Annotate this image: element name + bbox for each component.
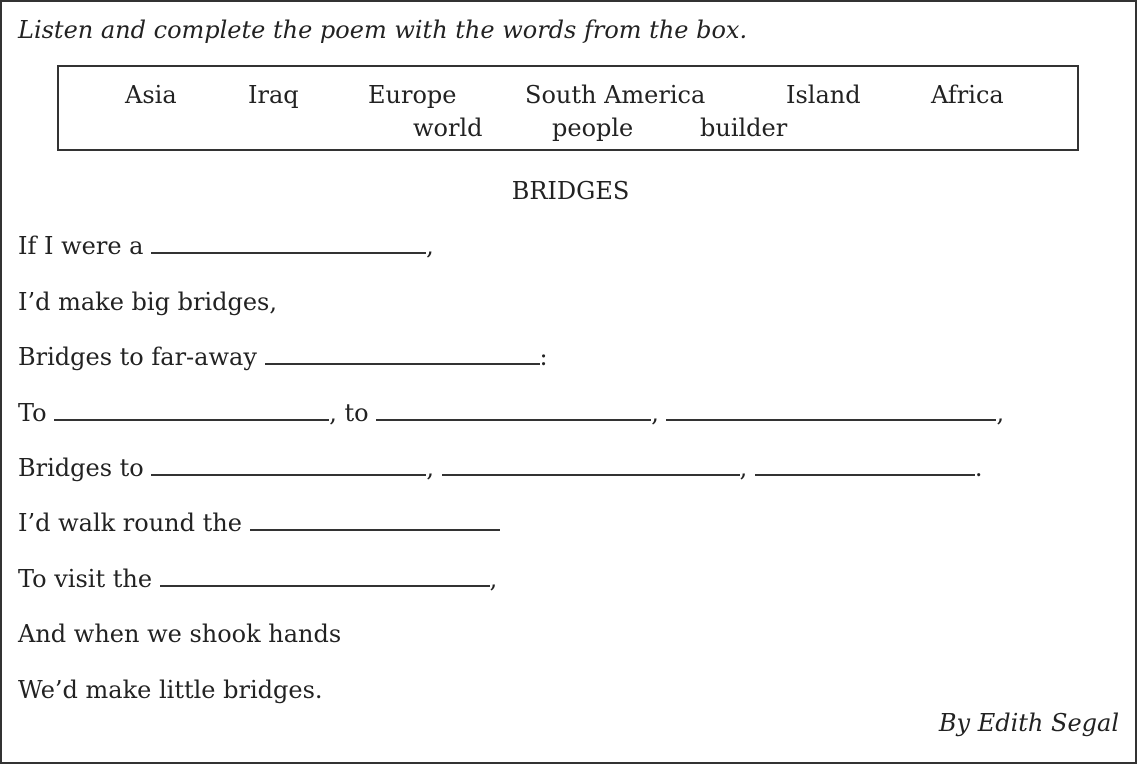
poem-line — [18, 565, 497, 593]
poem-line-text: , — [739, 454, 755, 482]
poem-line — [18, 454, 983, 482]
answer-blank[interactable] — [160, 566, 490, 587]
word-box-item: South America — [525, 81, 706, 109]
poem-line-text: . — [974, 454, 983, 482]
answer-blank[interactable] — [54, 400, 329, 421]
word-box-item: Asia — [125, 81, 177, 109]
word-box-item: Iraq — [248, 81, 299, 109]
poem-line — [18, 509, 500, 537]
poem-line-text: Bridges to — [18, 454, 152, 482]
answer-blank[interactable] — [151, 233, 426, 254]
poem-author: By Edith Segal — [938, 709, 1119, 737]
poem-line-text: And when we shook hands — [18, 620, 342, 648]
poem-line-text: , — [426, 232, 434, 260]
answer-blank[interactable] — [265, 344, 540, 365]
poem-line-text: , — [651, 399, 667, 427]
word-box-item: world — [413, 114, 483, 142]
poem-line-text: , — [426, 454, 442, 482]
poem-title: BRIDGES — [511, 177, 630, 205]
poem-line — [18, 288, 277, 316]
poem-line-text: Bridges to far-away — [18, 343, 265, 371]
poem-line-text: To visit the — [18, 565, 160, 593]
answer-blank[interactable] — [442, 455, 740, 476]
word-box — [57, 65, 1079, 151]
answer-blank[interactable] — [666, 400, 996, 421]
answer-blank[interactable] — [250, 510, 500, 531]
answer-blank[interactable] — [151, 455, 426, 476]
word-box-item: Europe — [368, 81, 457, 109]
poem-line — [18, 620, 341, 648]
poem-line-text: We’d make little bridges. — [18, 676, 323, 704]
poem-line-text: : — [539, 343, 548, 371]
word-box-item: people — [552, 114, 634, 142]
poem-line-text: I’d make big bridges, — [18, 288, 277, 316]
word-box-item: Africa — [931, 81, 1004, 109]
poem-line — [18, 399, 1004, 427]
poem-line — [18, 676, 323, 704]
word-box-item: Island — [786, 81, 861, 109]
poem-line-text: If I were a — [18, 232, 152, 260]
answer-blank[interactable] — [755, 455, 975, 476]
poem-line — [18, 232, 434, 260]
answer-blank[interactable] — [376, 400, 651, 421]
poem-line-text: To — [18, 399, 55, 427]
poem-line-text: , — [996, 399, 1005, 427]
poem-line-text: , — [489, 565, 498, 593]
word-box-item: builder — [700, 114, 788, 142]
poem-line-text: , to — [329, 399, 377, 427]
poem-line — [18, 343, 548, 371]
instruction-text: Listen and complete the poem with the words from the box. — [18, 16, 748, 44]
poem-line-text: I’d walk round the — [18, 509, 250, 537]
